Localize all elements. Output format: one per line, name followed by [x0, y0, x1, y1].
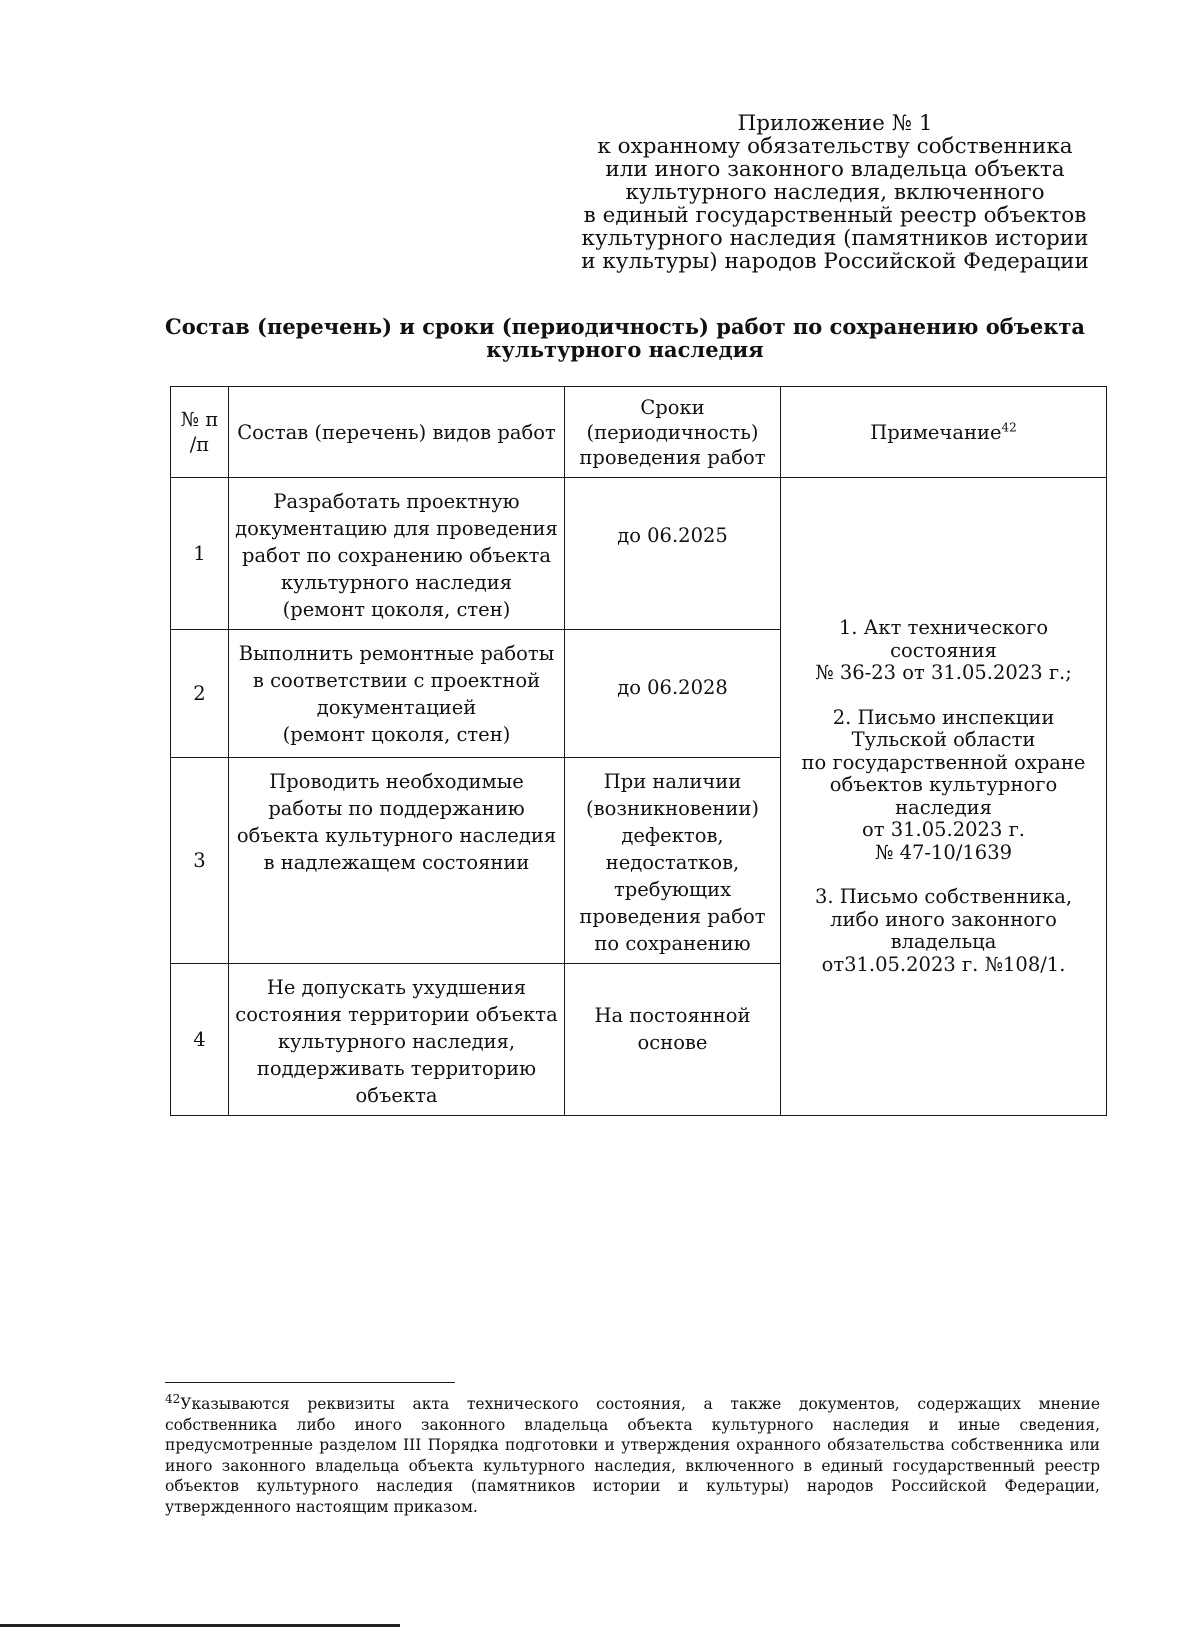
header-term-line: Сроки: [640, 395, 705, 419]
appendix-line: Приложение № 1: [737, 111, 933, 136]
appendix-line: в единый государственный реестр объектов: [583, 203, 1087, 228]
work-line: культурного наследия: [280, 571, 513, 594]
term-line: (возникновении): [586, 797, 759, 820]
note-gap: [787, 864, 1100, 886]
appendix-line: культурного наследия, включенного: [625, 180, 1045, 205]
works-table: [170, 386, 1107, 1116]
scan-edge-line: [0, 1624, 400, 1627]
table-header-row: [171, 387, 1107, 478]
note-line: либо иного законного: [830, 907, 1057, 931]
note-line: № 36-23 от 31.05.2023 г.;: [815, 661, 1072, 684]
footnote-sup: 42: [165, 1391, 181, 1406]
work-line: культурного наследия,: [277, 1030, 516, 1053]
header-note: [781, 387, 1107, 478]
row-term: [565, 630, 781, 758]
footnote: [165, 1391, 1100, 1517]
work-line: Разработать проектную: [273, 490, 520, 513]
header-num-line: № п: [180, 408, 219, 431]
work-line: поддерживать территорию: [256, 1057, 537, 1080]
row-work: [229, 964, 565, 1116]
note-line: владельца: [890, 930, 997, 953]
note-line: 2. Письмо инспекции: [832, 705, 1055, 729]
term-line: При наличии: [603, 770, 742, 793]
note-line: от 31.05.2023 г.: [862, 818, 1025, 841]
title-line: культурного наследия: [486, 337, 764, 362]
appendix-line: и культуры) народов Российской Федерации: [581, 249, 1089, 274]
work-line: (ремонт цоколя, стен): [282, 723, 511, 746]
note-line: 1. Акт технического: [838, 616, 1049, 639]
term-line: проведения работ: [579, 905, 766, 928]
header-num: [171, 387, 229, 478]
header-works-label: Состав (перечень) видов работ: [237, 420, 556, 444]
note-line: наследия: [895, 795, 992, 819]
term-line: На постоянной: [594, 1004, 751, 1027]
term-line: недостатков,: [605, 851, 740, 874]
note-cell: [781, 478, 1107, 1116]
work-line: работ по сохранению объекта: [241, 544, 551, 567]
term-line: до 06.2028: [617, 676, 728, 699]
work-line: объекта культурного наследия: [236, 824, 557, 847]
row-num: 2: [171, 630, 229, 758]
term-line: до 06.2025: [617, 524, 728, 547]
row-term: [565, 478, 781, 630]
term-line: по сохранению: [594, 932, 751, 955]
row-term: [565, 964, 781, 1116]
header-note-sup: 42: [1001, 420, 1017, 434]
term-line: основе: [637, 1031, 708, 1054]
work-line: состояния территории объекта: [235, 1003, 558, 1026]
term-line: дефектов,: [621, 824, 724, 847]
note-line: № 47-10/1639: [874, 840, 1013, 864]
header-num-line: /п: [189, 433, 210, 456]
row-num: 3: [171, 758, 229, 964]
header-term-line: проведения работ: [579, 445, 766, 469]
work-line: документацией: [316, 696, 477, 719]
table-row: [171, 478, 1107, 630]
note-line: от31.05.2023 г. №108/1.: [821, 952, 1066, 976]
row-work: [229, 478, 565, 630]
work-line: Проводить необходимые: [269, 770, 524, 793]
footnote-separator: [165, 1382, 455, 1383]
row-term: [565, 758, 781, 964]
work-line: в соответствии с проектной: [252, 669, 541, 692]
header-works: [229, 387, 565, 478]
appendix-line: или иного законного владельца объекта: [605, 157, 1065, 182]
work-line: в надлежащем состоянии: [263, 851, 530, 874]
work-line: документацию для проведения: [235, 517, 558, 540]
note-line: 3. Письмо собственника,: [814, 885, 1073, 908]
appendix-header: [570, 112, 1100, 273]
row-num: 4: [171, 964, 229, 1116]
work-line: работы по поддержанию: [268, 797, 525, 820]
footnote-text: Указываются реквизиты акта технического состояния, а также документов, содержащих мнение собственника либо иного законного владельца объекта культурного наследия и иные сведения, предусмотренные разделом III Порядка подготовки и утверждения охранного обязательства собственника или иного законного владельца объекта культурного наследия, включенного в единый государственный реестр объектов культурного наследия (памятников истории и культуры) народов Российской Федерации, утвержденного настоящим приказом.: [165, 1395, 1100, 1516]
row-num: 1: [171, 478, 229, 630]
note-line: состояния: [890, 638, 997, 662]
note-line: объектов культурного: [829, 773, 1058, 796]
term-line: требующих: [613, 878, 732, 901]
appendix-line: культурного наследия (памятников истории: [581, 226, 1089, 251]
header-note-label: Примечание: [870, 420, 1002, 444]
note-line: по государственной охране: [801, 750, 1086, 774]
work-line: объекта: [355, 1084, 438, 1107]
title-line: Состав (перечень) и сроки (периодичность) работ по сохранению объекта: [164, 314, 1086, 339]
row-work: [229, 758, 565, 964]
note-line: Тульской области: [851, 728, 1036, 751]
work-line: (ремонт цоколя, стен): [282, 598, 511, 621]
document-title: [160, 315, 1090, 361]
work-line: Не допускать ухудшения: [266, 976, 527, 999]
note-gap: [787, 685, 1100, 707]
row-work: [229, 630, 565, 758]
appendix-line: к охранному обязательству собственника: [597, 134, 1073, 159]
header-term: [565, 387, 781, 478]
work-line: Выполнить ремонтные работы: [238, 642, 555, 665]
header-term-line: (периодичность): [586, 420, 759, 444]
